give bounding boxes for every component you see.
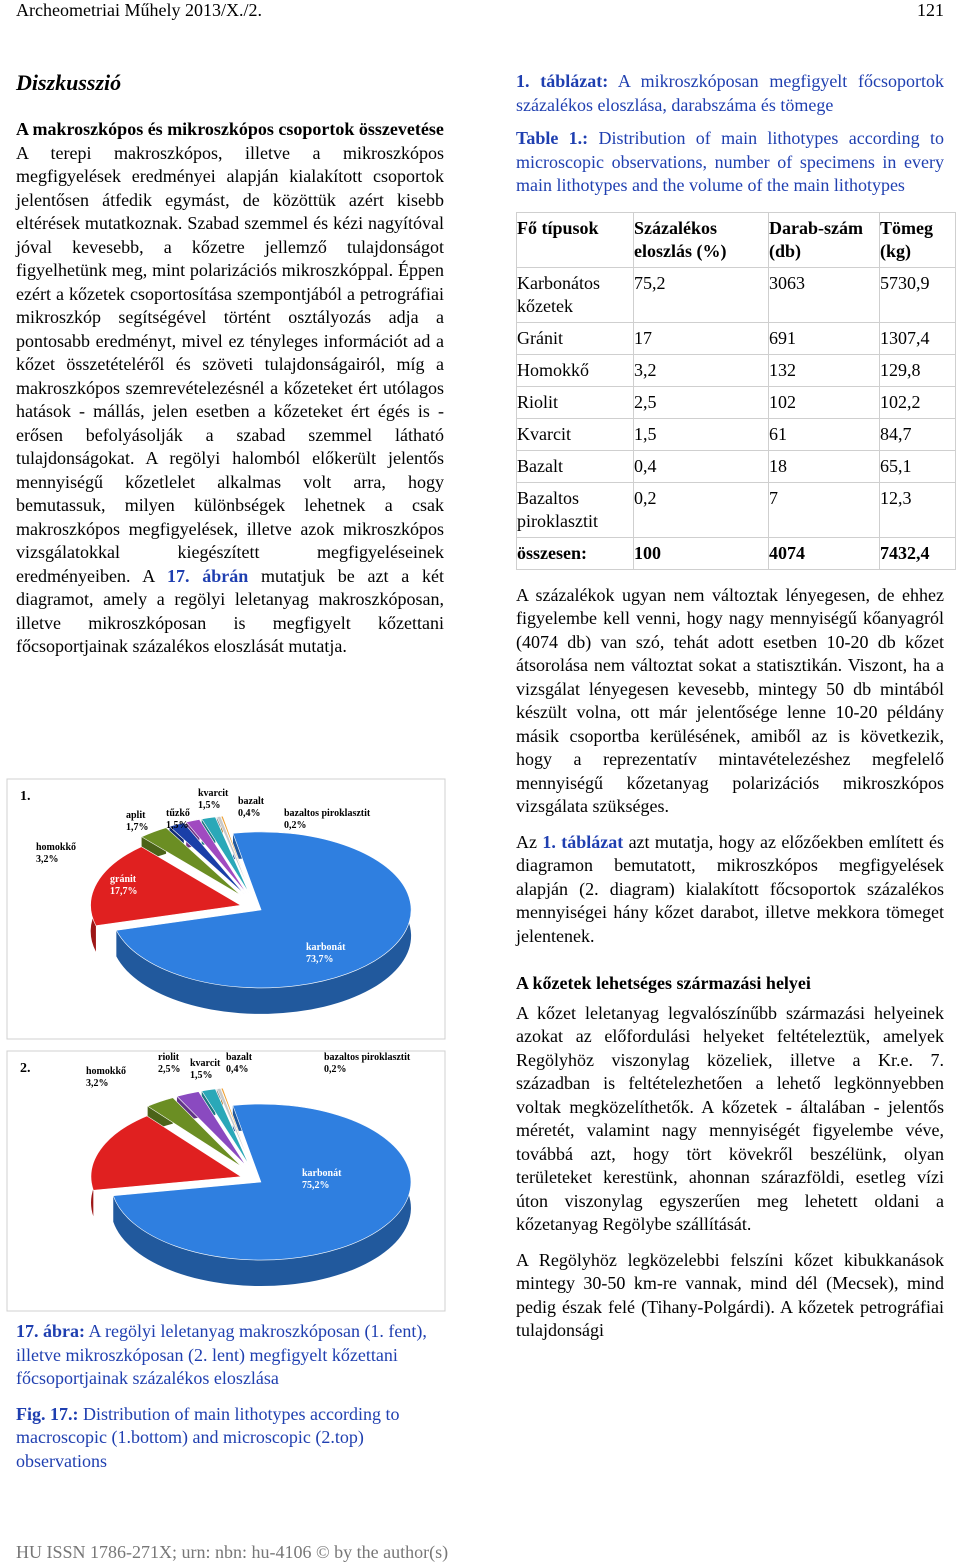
table-caption-hu <box>516 70 944 117</box>
table-cell: 102 <box>769 386 880 418</box>
pie-label: tűzkő 1,5% <box>166 808 190 831</box>
table-cell: 691 <box>769 322 880 354</box>
table-cell: Gránit <box>517 322 634 354</box>
pie-label: gránit 17,0% <box>102 1100 130 1123</box>
table-cell: 1307,4 <box>880 322 956 354</box>
figure-reference-link[interactable] <box>167 566 248 586</box>
table-header-cell: Fő típusok <box>517 212 634 267</box>
journal-title: Archeometriai Műhely 2013/X./2. <box>16 0 262 20</box>
paragraph <box>16 142 444 659</box>
pie-label: karbonát 73,7% <box>306 942 346 965</box>
paragraph-text: mutatjuk be azt a két diagramot, amely a regölyi leletanyag makroszkóposan, illetve mikroszkóposan is megfigyelt kőzettani főcsoportjainak százalékos eloszlását mutatja. <box>16 565 445 656</box>
table-header-cell: Darab-szám (db) <box>769 212 880 267</box>
pie-label: bazaltos piroklasztit 0,2% <box>324 1052 411 1075</box>
lithotype-table <box>516 212 956 570</box>
paragraph: A százalékok ugyan nem változtak lényegesen, de ehhez figyelembe kell venni, hogy nagy mennyiségű kőanyagról (4074 db) van szó, tehát adott esetben 10-20 db kőzet átsorolása nem változtat sokat a statisztikán. Viszont, ha a vizsgálat lényegesen kevesebb, mintegy 50 db mintából készült volna, ott már jelentősége lenne 10-20 példány másik csoportba kerülésének, amiből az is következik, hogy a reprezentatív mintavételezéshez megfelelő mennyiségű kőzetanyag polarizációs mikroszkópos vizsgálata szükséges. <box>516 584 944 816</box>
table-cell: 3063 <box>769 267 880 322</box>
pie-label: homokkő 3,2% <box>36 842 77 865</box>
paragraph-text: azt mutatja, hogy az előzőekben említett és diagramon bemutatott, mikroszkópos megfigyelések alapján (2. diagram) kialakított főcsoportok százalékos mennyiségei hány kőzet darabot, illetve mekkora tömeget jelentenek. <box>516 831 945 946</box>
pie-chart-1-svg <box>6 778 446 1040</box>
figure-caption-hu-label: 17. ábra: <box>16 1321 85 1341</box>
table-cell: 5730,9 <box>880 267 956 322</box>
table-cell: 84,7 <box>880 418 956 450</box>
pie-label: kvarcit 1,5% <box>198 788 229 811</box>
paragraph: A kőzet leletanyag legvalószínűbb származási helyeinek azokat az előfordulási helyeket feltételeztük, amelyek Regölyhöz viszonylag közeliek, illetve a Kr.e. 7. században is feltételezhetően a lehető legkönnyebben voltak megközelíthetők. A kőzetek - általában - jelentős méretét, valamint nagy mennyiségét figyelembe véve, továbbá azt, hogy tört kövekről beszélünk, olyan területeket kerestünk, ahonnan szárazföldi, esetleg vízi úton viszonylag egyszerűen meg lehetett oldani a kőzetanyag Regölybe szállítását. <box>516 1002 944 1234</box>
table-cell: Homokkő <box>517 354 634 386</box>
pie-label: riolit 2,5% <box>158 1052 181 1075</box>
table-cell: 0,4 <box>634 450 769 482</box>
paragraph: A Regölyhöz legközelebbi felszíni kőzet kibukkanások mintegy 30-50 km-re vannak, mind dél (Mecsek), mind pedig észak felé (Tihany-Polgárdi). A kőzetek petrográfiai tulajdonsági <box>516 1249 944 1340</box>
table-cell: 18 <box>769 450 880 482</box>
table-cell: 12,3 <box>880 482 956 537</box>
paragraph-text: Az <box>516 831 537 852</box>
table-cell: 129,8 <box>880 354 956 386</box>
pie-label: bazaltos piroklasztit 0,2% <box>284 808 371 831</box>
table-cell: 75,2 <box>634 267 769 322</box>
chart-title: 1. <box>20 789 31 804</box>
table-cell: 2,5 <box>634 386 769 418</box>
figure-17 <box>6 778 446 1312</box>
subheading: A makroszkópos és mikroszkópos csoportok összevetése <box>16 119 444 139</box>
right-column <box>516 70 944 1343</box>
table-cell: Bazaltos piroklasztit <box>517 482 634 537</box>
page-header <box>16 0 944 24</box>
pie-label: gránit 17,7% <box>110 874 138 897</box>
table-cell: összesen: <box>517 537 634 569</box>
pie-label: aplit 1,7% <box>126 810 149 833</box>
table-cell: 17 <box>634 322 769 354</box>
pie-label: bazalt 0,4% <box>226 1052 253 1075</box>
table-cell: 4074 <box>769 537 880 569</box>
table-reference-link[interactable] <box>542 832 623 852</box>
subheading: A kőzetek lehetséges származási helyei <box>516 973 811 993</box>
table-header-cell: Tömeg (kg) <box>880 212 956 267</box>
table-cell: Karbonátos kőzetek <box>517 267 634 322</box>
table-header-row <box>517 212 956 267</box>
table-cell: 0,2 <box>634 482 769 537</box>
paragraph-text: A terepi makroszkópos, illetve a mikroszkópos megfigyelések eredményei alapján kialakított csoportok jelentősen átfedik egymást, de közöttük azért kisebb eltérések mutatkoznak. Szabad szemmel és kézi nagyítóval jóval kevesebb, a kőzetre jellemző tulajdonságot figyelhetünk meg, mint polarizációs mikroszkóppal. Éppen ezért a kőzetek csoportosítása szempontjából a petrográfiai mikroszkóp segítségével történt osztályozás adja a pontosabb eredményt, mivel ez tényleges információt ad a kőzet összetételéről és szöveti tulajdonságairól, míg a makroszkópos szemrevételezésnél a kőzeteket ért utólagos hatások - mállás, jelen esetben a kőzeteket ért égés is - erősen befolyásolják a szabad szemmel látható tulajdonságokat. A regölyi halomból előkerült jelentős mennyiségű kőzetlelet alkalmas volt arra, hogy bemutassuk, milyen különbségek lehetnek a csak makroszkópos megfigyelések, illetve azok mikroszkópos vizsgálatokkal kiegészített megfigyeléseinek eredményeiben. A <box>16 142 444 586</box>
left-column <box>16 70 444 659</box>
table-row <box>517 386 956 418</box>
table-cell: 132 <box>769 354 880 386</box>
table-caption-en-label: Table 1.: <box>516 128 589 148</box>
table-cell: 7432,4 <box>880 537 956 569</box>
figure-reference-text: 17. ábrán <box>166 565 249 586</box>
table-caption-hu-label: 1. táblázat: <box>516 71 609 91</box>
table-cell: Riolit <box>517 386 634 418</box>
pie-chart-2 <box>6 1050 446 1312</box>
figure-caption-hu <box>16 1320 444 1391</box>
table-row <box>517 450 956 482</box>
table-cell: 61 <box>769 418 880 450</box>
table-cell: 100 <box>634 537 769 569</box>
section-title: Diszkusszió <box>16 70 122 95</box>
footer: HU ISSN 1786-271X; urn: nbn: hu-4106 © by the author(s) <box>16 1542 449 1562</box>
table-cell: Bazalt <box>517 450 634 482</box>
paragraph <box>516 831 944 949</box>
table-reference-text: 1. táblázat <box>542 831 624 852</box>
table-cell: 102,2 <box>880 386 956 418</box>
table-row <box>517 482 956 537</box>
figure-caption-en <box>16 1403 444 1474</box>
table-total-row <box>517 537 956 569</box>
pie-chart-2-svg <box>6 1050 446 1312</box>
page-number: 121 <box>917 0 944 20</box>
pie-label: homokkő 3,2% <box>86 1066 127 1089</box>
pie-label: karbonát 75,2% <box>302 1168 342 1191</box>
figure-caption-en-label: Fig. 17.: <box>16 1403 79 1424</box>
table-caption-en-text: Distribution of main lithotypes according to microscopic observations, number of specimens in every main lithotypes and the volume of the main lithotypes <box>516 128 944 195</box>
table-cell: 3,2 <box>634 354 769 386</box>
table-cell: 1,5 <box>634 418 769 450</box>
figure-caption <box>16 1320 444 1485</box>
pie-label: bazalt 0,4% <box>238 796 265 819</box>
table-cell: 65,1 <box>880 450 956 482</box>
table-caption-hu-text: A mikroszkóposan megfigyelt főcsoportok százalékos eloszlása, darabszáma és tömege <box>516 71 945 115</box>
table-row <box>517 267 956 322</box>
figure-caption-hu-text: A regölyi leletanyag makroszkóposan (1. fent), illetve mikroszkóposan (2. lent) megfigyelt kőzettani főcsoportjainak százalékos eloszlása <box>16 1321 427 1388</box>
table-row <box>517 322 956 354</box>
table-row <box>517 418 956 450</box>
table-header-cell: Százalékos eloszlás (%) <box>634 212 769 267</box>
table-caption-en <box>516 127 944 198</box>
figure-caption-en-text: Distribution of main lithotypes according to macroscopic (1.bottom) and microscopic (2.top) observations <box>16 1403 400 1471</box>
table-cell: Kvarcit <box>517 418 634 450</box>
pie-chart-1 <box>6 778 446 1040</box>
table-row <box>517 354 956 386</box>
chart-title: 2. <box>20 1061 31 1076</box>
pie-label: kvarcit 1,5% <box>190 1058 221 1081</box>
table-cell: 7 <box>769 482 880 537</box>
